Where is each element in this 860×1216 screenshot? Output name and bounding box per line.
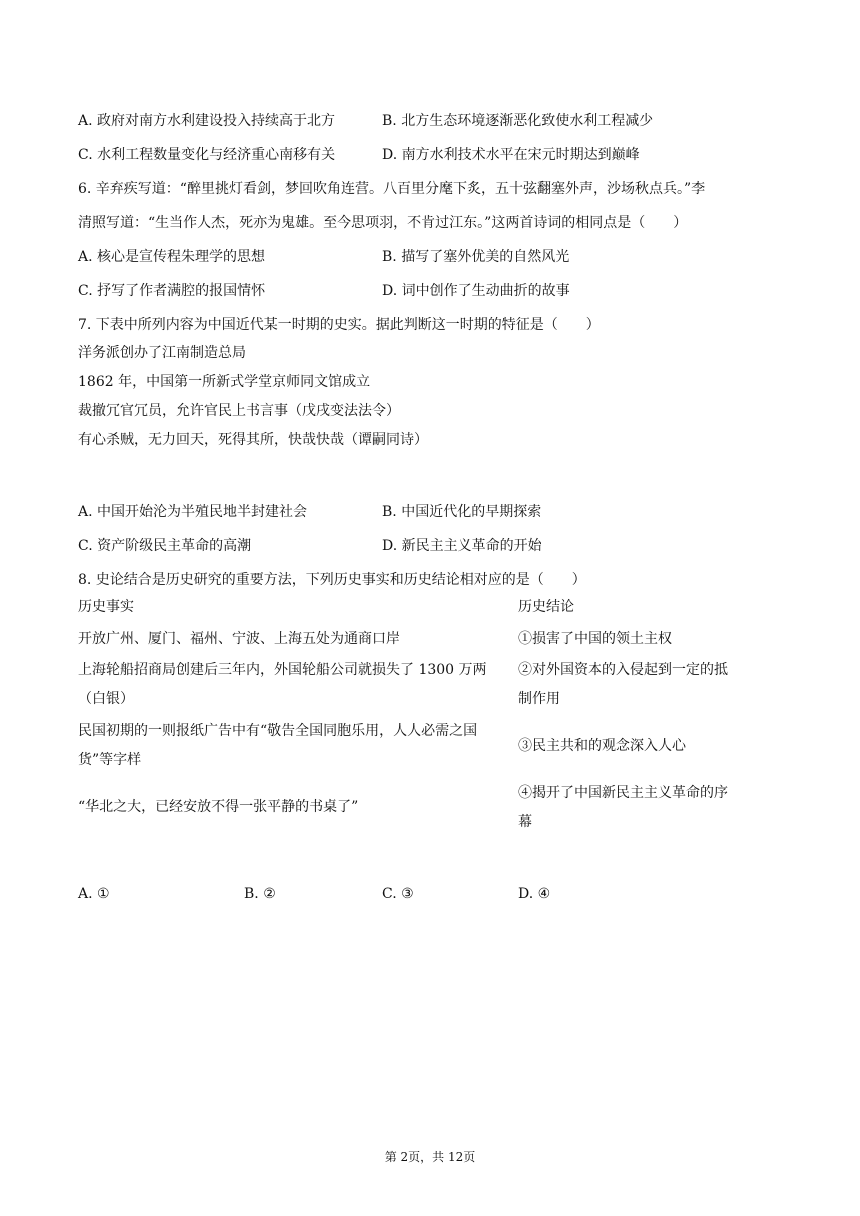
q8-conclusion-4-line-1: ④揭开了中国新民主主义革命的序 xyxy=(518,785,728,801)
q7-fact-1: 洋务派创办了江南制造总局 xyxy=(78,345,246,361)
q6-option-c: C. 抒写了作者满腔的报国情怀 xyxy=(78,283,266,299)
q8-fact-2-line-1: 上海轮船招商局创建后三年内，外国轮船公司就损失了 1300 万两 xyxy=(78,662,487,678)
q8-option-c: C. ③ xyxy=(382,886,414,902)
q5-option-b: B. 北方生态环境逐渐恶化致使水利工程减少 xyxy=(382,113,654,129)
q7-option-b: B. 中国近代化的早期探索 xyxy=(382,504,542,520)
q7-option-d: D. 新民主主义革命的开始 xyxy=(382,538,542,554)
q5-option-a: A. 政府对南方水利建设投入持续高于北方 xyxy=(78,113,336,129)
q8-fact-2-line-2: （白银） xyxy=(78,691,134,707)
q7-fact-3: 裁撤冗官冗员，允许官民上书言事（戊戌变法法令） xyxy=(78,403,400,419)
q5-option-d: D. 南方水利技术水平在宋元时期达到巅峰 xyxy=(382,147,640,163)
q8-stem: 8. 史论结合是历史研究的重要方法，下列历史事实和历史结论相对应的是（ ） xyxy=(78,572,586,588)
q5-option-c: C. 水利工程数量变化与经济重心南移有关 xyxy=(78,147,336,163)
q7-option-c: C. 资产阶级民主革命的高潮 xyxy=(78,538,252,554)
q8-option-a: A. ① xyxy=(78,886,110,902)
q6-stem-line-1: 6. 辛弃疾写道：“醉里挑灯看剑，梦回吹角连营。八百里分麾下炙，五十弦翻塞外声，沙场秋点兵。”李 xyxy=(78,181,706,197)
page-footer: 第 2页，共 12页 xyxy=(384,1150,476,1164)
q8-conclusion-1: ①损害了中国的领土主权 xyxy=(518,631,672,647)
q8-conclusion-2-line-1: ②对外国资本的入侵起到一定的抵 xyxy=(518,662,728,678)
q6-option-b: B. 描写了塞外优美的自然风光 xyxy=(382,249,570,265)
q7-stem: 7. 下表中所列内容为中国近代某一时期的史实。据此判断这一时期的特征是（ ） xyxy=(78,317,600,333)
q8-conclusion-2-line-2: 制作用 xyxy=(518,691,560,707)
q6-stem-line-2: 清照写道：“生当作人杰，死亦为鬼雄。至今思项羽，不肯过江东。”这两首诗词的相同点是（ ） xyxy=(78,215,688,231)
q8-fact-1: 开放广州、厦门、福州、宁波、上海五处为通商口岸 xyxy=(78,631,400,647)
q8-fact-3-line-2: 货”等字样 xyxy=(78,752,142,768)
q8-option-d: D. ④ xyxy=(518,886,551,902)
q7-fact-4: 有心杀贼，无力回天，死得其所，快哉快哉（谭嗣同诗） xyxy=(78,432,428,448)
q7-option-a: A. 中国开始沦为半殖民地半封建社会 xyxy=(78,504,308,520)
q8-fact-3-line-1: 民国初期的一则报纸广告中有“敬告全国同胞乐用，人人必需之国 xyxy=(78,723,478,739)
q6-option-a: A. 核心是宣传程朱理学的思想 xyxy=(78,249,266,265)
q8-option-b: B. ② xyxy=(244,886,276,902)
q6-option-d: D. 词中创作了生动曲折的故事 xyxy=(382,283,570,299)
q8-conclusion-4-line-2: 幕 xyxy=(518,814,532,830)
q8-fact-4: “华北之大，已经安放不得一张平静的书桌了” xyxy=(78,799,359,815)
q8-table-header-conclusion: 历史结论 xyxy=(518,599,574,615)
q8-table-header-fact: 历史事实 xyxy=(78,599,134,615)
q7-fact-2: 1862 年，中国第一所新式学堂京师同文馆成立 xyxy=(78,374,371,390)
q8-conclusion-3: ③民主共和的观念深入人心 xyxy=(518,738,686,754)
